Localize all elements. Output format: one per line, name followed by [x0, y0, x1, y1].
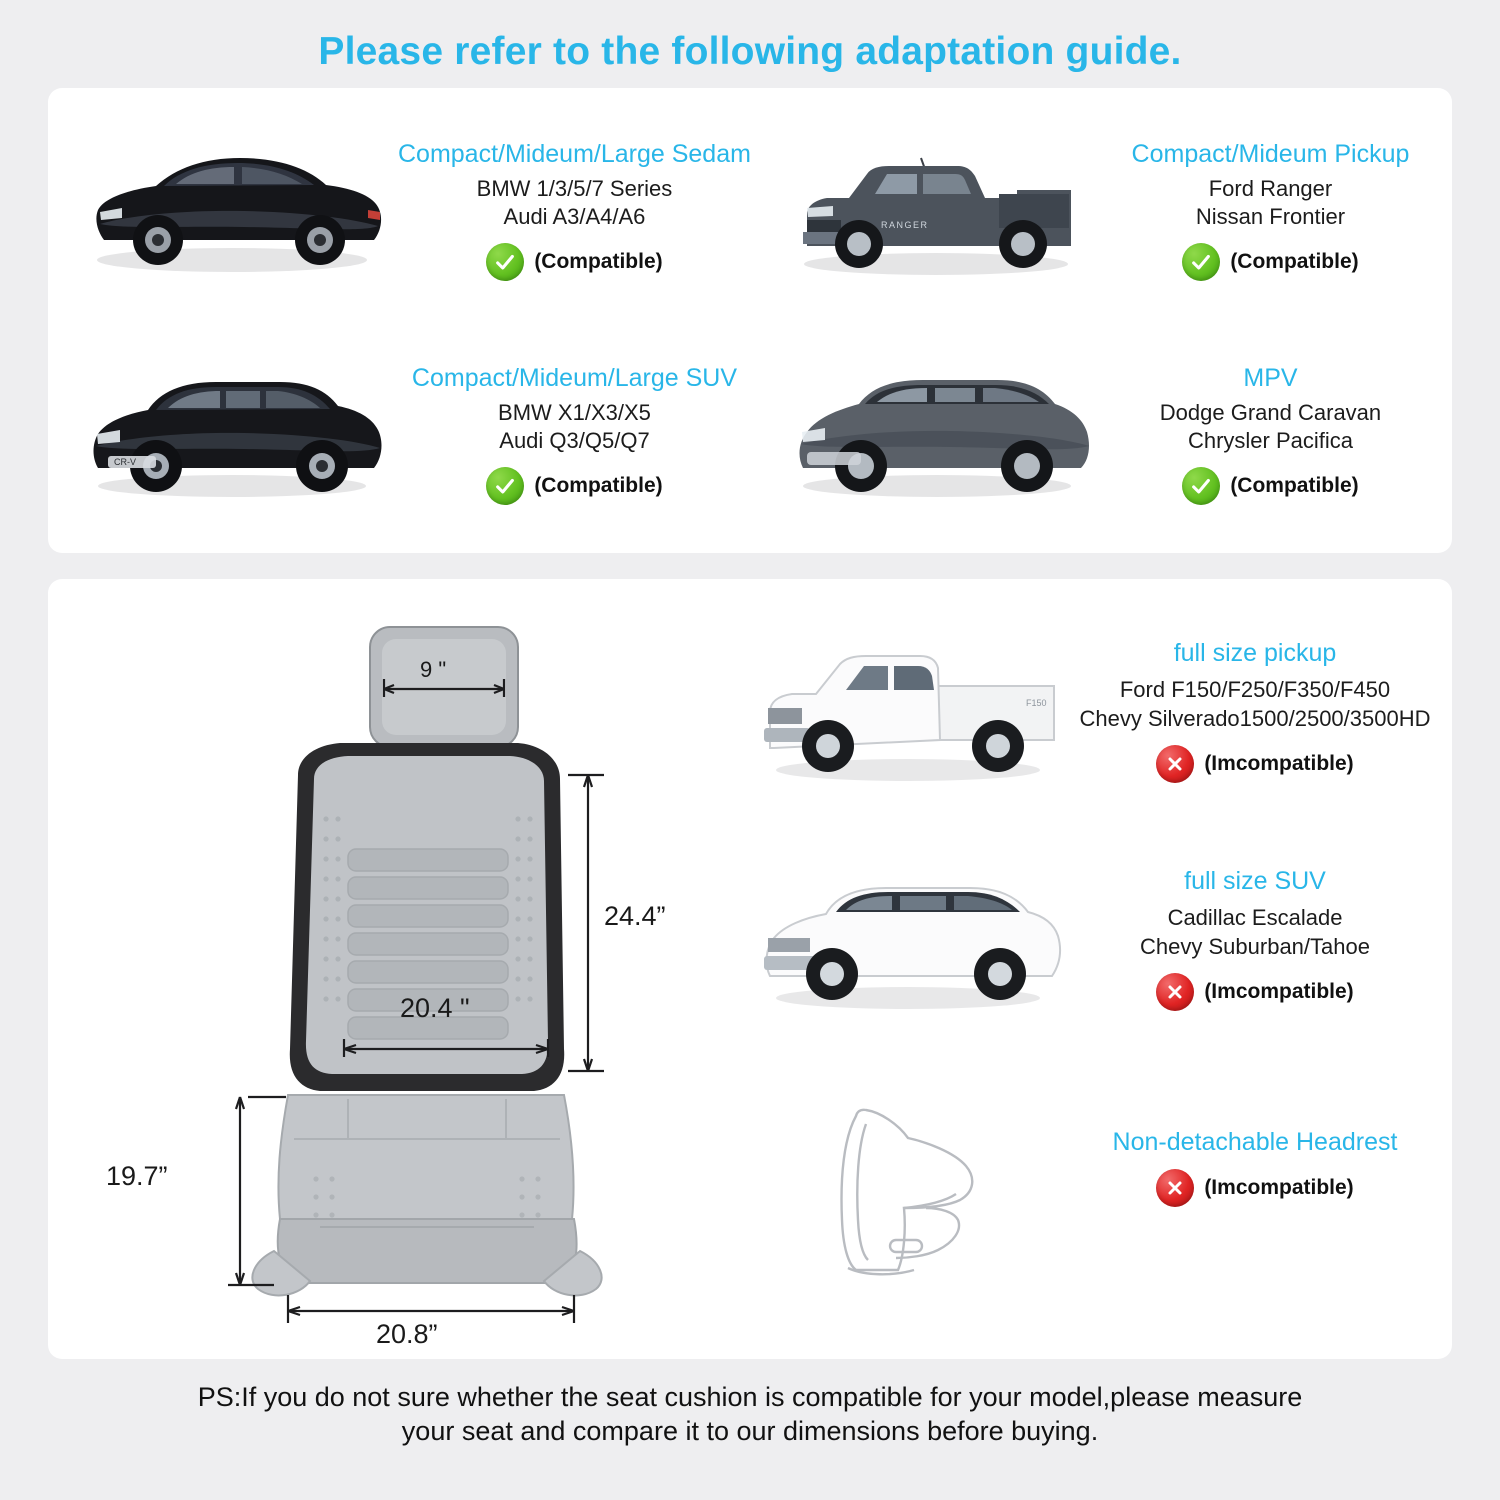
- status-row: [1068, 1169, 1442, 1207]
- vehicle-card-mpv: [761, 323, 1446, 548]
- vehicle-model-2: Nissan Frontier: [1195, 203, 1346, 229]
- vehicle-card-compact-suv: [54, 323, 761, 548]
- vehicle-card-sedan: [54, 98, 761, 323]
- vehicle-model-1: BMW X1/X3/X5: [498, 400, 651, 426]
- white-fullsize-pickup-photo: [748, 624, 1068, 799]
- incompatible-text-full-size-pickup: [1068, 639, 1442, 783]
- white-fullsize-suv-photo: [748, 852, 1068, 1027]
- status-badge: (Imcompatible): [1204, 1175, 1354, 1199]
- check-icon: [1182, 243, 1220, 281]
- grey-seat-cover-photo: [48, 579, 748, 1359]
- footer-line-1: PS:If you do not sure whether the seat cushion is compatible for your model,please measure: [197, 1382, 1303, 1412]
- vehicle-text-sedan: [394, 140, 751, 281]
- vehicle-model-1: BMW 1/3/5/7 Series: [476, 175, 673, 201]
- dimension-headrest-width: 9 ": [420, 657, 447, 682]
- vehicle-model-2: Chevy Silverado1500/2500/3500HD: [1079, 705, 1431, 731]
- incompatible-card-non-detachable-headrest: [748, 1053, 1442, 1281]
- status-badge: (Compatible): [1230, 249, 1359, 273]
- vehicle-category: Non-detachable Headrest: [1112, 1127, 1398, 1156]
- status-badge: (Imcompatible): [1204, 752, 1354, 776]
- vehicle-category: Compact/Mideum/Large SUV: [411, 364, 738, 393]
- svg-text:F150: F150: [1026, 697, 1047, 708]
- status-row: [1068, 745, 1442, 783]
- svg-text:CR-V: CR-V: [114, 457, 136, 468]
- vehicle-text-compact-suv: [394, 364, 751, 505]
- cross-icon: [1156, 1169, 1194, 1207]
- vehicle-card-midsize-pickup: [761, 98, 1446, 323]
- status-row: [1068, 973, 1442, 1011]
- vehicle-model-2: Chrysler Pacifica: [1187, 428, 1353, 454]
- dimension-cushion-depth: 19.7”: [106, 1161, 168, 1191]
- vehicle-model-2: Audi Q3/Q5/Q7: [499, 428, 650, 454]
- compatible-vehicles-grid: [48, 88, 1452, 553]
- non-detachable-headrest-seat-outline: [748, 1080, 1068, 1255]
- vehicle-text-mpv: [1101, 364, 1436, 505]
- vehicle-model-1: Cadillac Escalade: [1167, 904, 1343, 930]
- footer-line-2: your seat and compare it to our dimensions before buying.: [401, 1415, 1099, 1446]
- vehicle-model-1: Dodge Grand Caravan: [1159, 400, 1382, 426]
- black-compact-suv-photo: [64, 352, 394, 517]
- incompatible-text-full-size-suv: [1068, 867, 1442, 1011]
- vehicle-category: Compact/Mideum/Large Sedam: [398, 139, 751, 168]
- check-icon: [1182, 467, 1220, 505]
- status-badge: (Compatible): [534, 474, 663, 498]
- compatible-vehicles-panel: [48, 88, 1452, 553]
- svg-text:RANGER: RANGER: [880, 219, 929, 230]
- status-row: [398, 467, 751, 505]
- status-row: [398, 243, 751, 281]
- status-row: [1105, 467, 1436, 505]
- black-sedan-photo: [64, 128, 394, 293]
- vehicle-category: full size SUV: [1184, 866, 1326, 895]
- vehicle-text-midsize-pickup: [1101, 140, 1436, 281]
- dimension-cushion-width: 20.8”: [376, 1319, 438, 1349]
- page-title: Please refer to the following adaptation guide.: [318, 30, 1182, 73]
- vehicle-category: full size pickup: [1173, 638, 1337, 667]
- grey-minivan-photo: [771, 352, 1101, 517]
- seat-dimension-diagram: [48, 579, 748, 1359]
- cross-icon: [1156, 745, 1194, 783]
- vehicle-category: MPV: [1243, 364, 1298, 393]
- vehicle-category: Compact/Mideum Pickup: [1131, 139, 1410, 168]
- check-icon: [486, 243, 524, 281]
- incompatible-card-full-size-pickup: [748, 597, 1442, 825]
- status-row: [1105, 243, 1436, 281]
- vehicle-model-1: Ford Ranger: [1208, 175, 1333, 201]
- footer-note: [48, 1381, 1452, 1449]
- incompatible-list: [748, 579, 1452, 1359]
- cross-icon: [1156, 973, 1194, 1011]
- dimension-backrest-height: 24.4”: [604, 901, 666, 931]
- grey-midsize-pickup-photo: [771, 128, 1101, 293]
- vehicle-model-2: Chevy Suburban/Tahoe: [1140, 933, 1370, 959]
- dimensions-and-incompatible-panel: [48, 579, 1452, 1359]
- vehicle-model-2: Audi A3/A4/A6: [503, 203, 646, 229]
- incompatible-text-non-detachable-headrest: [1068, 1128, 1442, 1207]
- check-icon: [486, 467, 524, 505]
- vehicle-model-1: Ford F150/F250/F350/F450: [1119, 676, 1391, 702]
- status-badge: (Compatible): [1230, 474, 1359, 498]
- status-badge: (Imcompatible): [1204, 980, 1354, 1004]
- dimension-backrest-width: 20.4 ": [400, 993, 470, 1023]
- status-badge: (Compatible): [534, 249, 663, 273]
- incompatible-card-full-size-suv: [748, 825, 1442, 1053]
